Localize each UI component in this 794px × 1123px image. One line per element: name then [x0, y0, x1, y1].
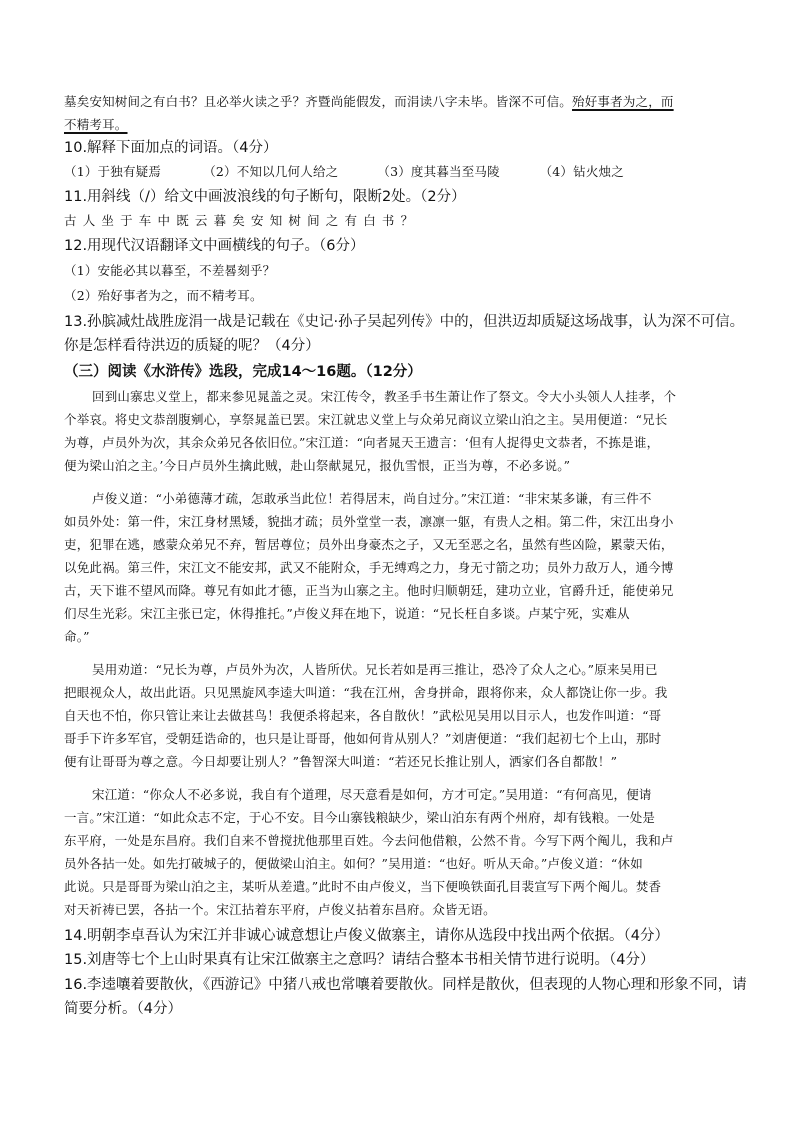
story-line: 卢俊义道：“小弟德薄才疏，怎敢承当此位！若得居末，尚自过分。”宋江道：“非宋某多谦，有三件不: [92, 491, 652, 506]
question-11: 11.用斜线（/）给文中画波浪线的句子断句，限断2处。（2分）: [64, 189, 466, 205]
story-line: 如员外处：第一件，宋江身材黑矮，貌拙才疏；员外堂堂一表，凛凛一躯，有贵人之相。第二件，宋江出身小: [64, 514, 674, 529]
question-14: 14.明朝李卓吾认为宋江并非诚心诚意想让卢俊义做寨主，请你从选段中找出两个依据。（4分）: [64, 928, 670, 944]
story-line: 为尊，卢员外为次，其余众弟兄各依旧位。”宋江道：“向者晁天王遗言：‘但有人捉得史文恭者，不拣是谁，: [64, 435, 660, 450]
story-line: 哥手下许多军官，受朝廷诰命的，也只是让哥哥，他如何肯从别人？”刘唐便道：“我们起初七个上山，那时: [64, 731, 662, 746]
underlined-sentence: 殆好事者为之，而: [572, 94, 674, 109]
q11-sentence: 古人坐于车中既云暮矣安知树间之有白书？: [64, 213, 420, 228]
question-12: 12.用现代汉语翻译文中画横线的句子。（6分）: [64, 238, 365, 254]
story-line: 此说。只是哥哥为梁山泊之主，某听从差遣。”此时不由卢俊义，当下便唤铁面孔目裴宣写下两个阄儿。焚香: [64, 879, 662, 894]
question-15: 15.刘唐等七个上山时果真有让宋江做寨主之意吗？请结合整本书相关情节进行说明。（4分）: [64, 952, 655, 968]
q12-item: （1）安能必其以暮至，不差晷刻乎？: [64, 263, 276, 278]
question-13: 13.孙膑减灶战胜庞涓一战是记载在《史记·孙子吴起列传》中的，但洪迈却质疑这场战事，认为深不可信。: [64, 314, 745, 330]
story-line: 对天祈祷已罢，各拈一个。宋江拈着东平府，卢俊义拈着东昌府。众皆无语。: [64, 902, 496, 917]
story-line: 命。”: [64, 629, 90, 644]
story-line: 回到山寨忠义堂上，都来参见晁盖之灵。宋江传令，教圣手书生萧让作了祭文。令大小头领人人挂孝，个: [92, 389, 677, 404]
story-line: 们尽生光彩。宋江主张已定，休得推托。”卢俊义拜在地下，说道：“兄长枉自多谈。卢某宁死，实难从: [64, 606, 630, 621]
q10-item: （2）不知以几何人给之: [203, 164, 339, 179]
story-line: 便为梁山泊之主。’今日卢员外生擒此贼，赴山祭献晁兄，报仇雪恨，正当为尊，不必多说。”: [64, 458, 571, 473]
question-13-cont: 你是怎样看待洪迈的质疑的呢？（4分）: [64, 338, 320, 354]
question-16: 16.李逵嚷着要散伙，《西游记》中猪八戒也常嚷着要散伙。同样是散伙，但表现的人物心理和形象不同，请: [64, 977, 747, 993]
q10-item: （1）于独有疑焉: [64, 164, 162, 179]
story-line: 宋江道：“你众人不必多说，我自有个道理，尽天意看是如何，方才可定。”吴用道：“有何高见，便请: [92, 787, 652, 802]
question-10-items: [64, 162, 624, 182]
question-10: 10.解释下面加点的词语。（4分）: [64, 140, 278, 156]
story-line: 古，天下谁不望风而降。尊兄有如此才德，正当为山寨之主。他时归顺朝廷，建功立业，官爵升迁，能使弟兄: [64, 583, 674, 598]
q10-item: （4）钻火烛之: [539, 164, 624, 179]
question-16-cont: 简要分析。（4分）: [64, 1001, 182, 1017]
story-line: 把眼视众人，故出此语。只见黑旋风李逵大叫道：“我在江州，舍身拼命，跟将你来，众人都饶让你一步。我: [64, 685, 668, 700]
passage-text: 墓矣安知树间之有白书？且必举火读之乎？齐暨尚能假发，而涓读八字未毕。皆深不可信。: [64, 94, 573, 109]
passage-line: [64, 115, 128, 135]
story-line: 吏，犯罪在逃，感蒙众弟兄不弃，暂居尊位；员外出身豪杰之子，又无至恶之名，虽然有些凶险，累蒙天佑，: [64, 537, 674, 552]
q10-item: （3）度其暮当至马陵: [377, 164, 500, 179]
story-line: 东平府，一处是东昌府。我们自来不曾搅扰他那里百姓。今去问他借粮，公然不肯。今写下两个阄儿，我和卢: [64, 833, 674, 848]
story-line: 个举哀。将史文恭剖腹剜心，享祭晁盖已罢。宋江就忠义堂上与众弟兄商议立梁山泊之主。吴用便道：“兄长: [64, 412, 668, 427]
section-heading: （三）阅读《水浒传》选段，完成14～16题。（12分）: [64, 364, 422, 380]
passage-line: [64, 92, 674, 112]
story-line: 一言。”宋江道：“如此众志不定，于心不安。目今山寨钱粮缺少，梁山泊东有两个州府，却有钱粮。一处是: [64, 810, 656, 825]
story-line: 吴用劝道：“兄长为尊，卢员外为次，人皆所伏。兄长若如是再三推让，恐冷了众人之心。”原来吴用已: [92, 662, 658, 677]
q12-item: （2）殆好事者为之，而不精考耳。: [64, 288, 263, 303]
story-line: 自天也不怕，你只管让来让去做甚鸟！我便杀将起来，各自散伙！”武松见吴用以目示人，也发作叫道：“哥: [64, 708, 662, 723]
story-line: 便有让哥哥为尊之意。今日却要让别人？”鲁智深大叫道：“若还兄长推让别人，洒家们各自都散！”: [64, 754, 618, 769]
underlined-sentence: 不精考耳。: [64, 117, 128, 132]
story-line: 以免此祸。第三件，宋江文不能安邦，武又不能附众，手无缚鸡之力，身无寸箭之功；员外力敌万人，通今博: [64, 560, 674, 575]
story-line: 员外各拈一处。如先打破城子的，便做梁山泊主。如何？”吴用道：“也好。听从天命。”卢俊义道：“休如: [64, 856, 643, 871]
